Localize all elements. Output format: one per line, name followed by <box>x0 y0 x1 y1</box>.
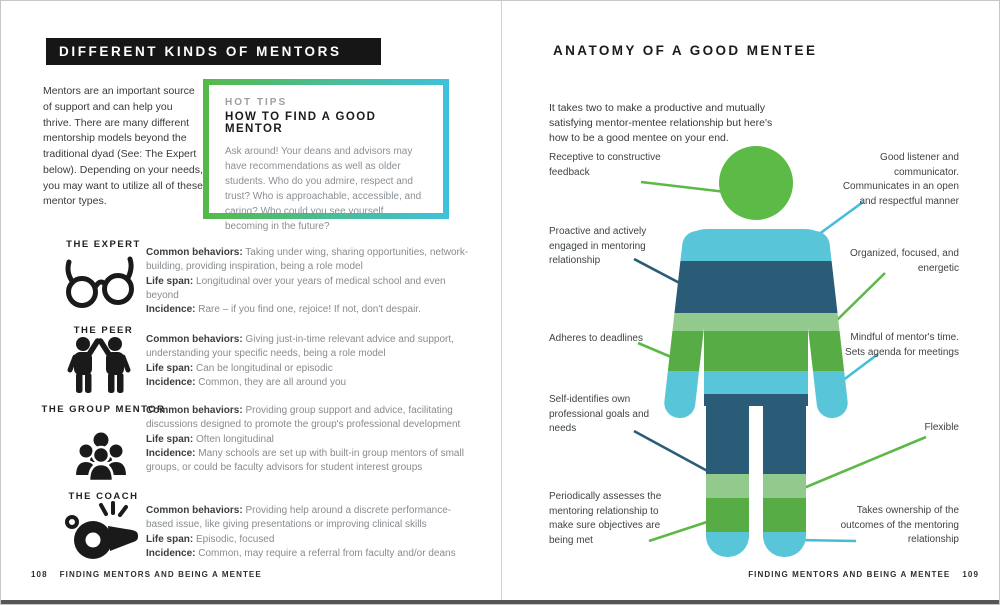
lifespan-value: Often longitudinal <box>196 433 274 445</box>
lifespan-label: Life span: <box>146 362 194 374</box>
book-bottom-edge <box>1 600 999 604</box>
left-page-intro: Mentors are an important source of support and can help you thrive. There are many different mentorship models beyond the traditional dyad (See: The Expert below). Depending on your needs, you may want to utilize all of these mentor types. <box>43 85 203 208</box>
section-heading-expert: THE EXPERT <box>66 239 141 250</box>
hot-tips-inner <box>209 85 443 232</box>
line-self-identifies <box>634 431 713 474</box>
lifespan-label: Life span: <box>146 533 194 545</box>
lifespan-line <box>146 533 476 547</box>
label-proactive: Proactive and actively engaged in mentoring relationship <box>549 226 647 266</box>
line-receptive <box>641 182 726 192</box>
behaviors-line <box>146 504 476 533</box>
section-text-expert <box>146 246 476 317</box>
page-number: 109 <box>962 570 979 579</box>
section-heading-peer: THE PEER <box>73 325 134 336</box>
high-five-icon <box>67 335 131 395</box>
section-heading-group-mentor: THE GROUP MENTOR <box>41 404 166 415</box>
incidence-line <box>146 447 476 476</box>
label-deadlines: Adheres to deadlines <box>549 333 643 344</box>
whistle-icon <box>59 501 139 563</box>
incidence-value: Rare – if you find one, rejoice! If not, don't despair. <box>198 304 421 316</box>
section-heading-coach: THE COACH <box>68 491 139 502</box>
label-periodically: Periodically assesses the mentoring relationship to make sure objectives are being met <box>549 491 662 546</box>
section-text-coach <box>146 504 476 561</box>
hot-tips-body: Ask around! Your deans and advisors may have recommendations as well as older students. Who do you admire, respect and trust? Who is approachable, accessible, and caring? Who could you see yourself becoming in the future? <box>225 146 422 232</box>
incidence-label: Incidence: <box>146 304 196 316</box>
label-self-identifies: Self-identifies own professional goals and needs <box>549 394 650 434</box>
label-good-listener: Good listener and communicator. Communicates in an open and respectful manner <box>842 152 959 207</box>
label-ownership: Takes ownership of the outcomes of the mentoring relationship <box>840 505 959 545</box>
behaviors-value: Providing group support and advice, facilitating discussions designed to promote the group's professional development <box>146 405 461 431</box>
line-flexible <box>799 437 926 490</box>
behaviors-line <box>146 246 476 275</box>
right-page-footer <box>748 570 979 579</box>
hot-tips-box <box>203 79 449 232</box>
label-mindful: Mindful of mentor's time. Sets agenda for meetings <box>845 332 959 358</box>
lifespan-label: Life span: <box>146 433 194 445</box>
behaviors-label: Common behaviors: <box>146 247 243 258</box>
behaviors-line <box>146 404 476 433</box>
lifespan-value: Episodic, focused <box>196 533 275 545</box>
label-flexible: Flexible <box>924 422 959 433</box>
behaviors-label: Common behaviors: <box>146 505 243 516</box>
lifespan-line <box>146 433 476 447</box>
incidence-value: Many schools are set up with built-in group mentors of small groups, or could be faculty advisors for student interest groups <box>146 447 464 474</box>
footer-text: FINDING MENTORS AND BEING A MENTEE <box>59 570 262 579</box>
label-receptive: Receptive to constructive feedback <box>549 152 661 178</box>
incidence-label: Incidence: <box>146 376 196 388</box>
label-organized: Organized, focused, and energetic <box>850 248 959 274</box>
glasses-icon <box>61 252 141 312</box>
behaviors-label: Common behaviors: <box>146 405 243 416</box>
incidence-value: Common, may require a referral from faculty and/or deans <box>198 547 456 559</box>
right-page-title: ANATOMY OF A GOOD MENTEE <box>553 43 818 58</box>
incidence-line <box>146 547 476 561</box>
hot-tips-title: HOW TO FIND A GOOD MENTOR <box>225 111 377 135</box>
group-icon <box>73 431 129 483</box>
behaviors-value: Taking under wing, sharing opportunities, network- building, providing inspiration, being a role model <box>146 247 469 273</box>
incidence-value: Common, they are all around you <box>198 376 347 388</box>
behaviors-value: Giving just-in-time relevant advice and support, understanding your specific needs, being a role model <box>146 334 454 360</box>
incidence-line <box>146 376 476 390</box>
behaviors-label: Common behaviors: <box>146 334 243 345</box>
page-number: 108 <box>31 570 48 579</box>
right-page-intro: It takes two to make a productive and mutually satisfying mentor-mentee relationship but here's how to be a good mentee on your end. <box>549 102 773 145</box>
left-page-title: DIFFERENT KINDS OF MENTORS <box>46 38 381 65</box>
lifespan-label: Life span: <box>146 275 194 287</box>
left-page-footer <box>31 570 262 579</box>
line-organized <box>834 273 885 323</box>
incidence-line <box>146 303 476 317</box>
incidence-label: Incidence: <box>146 547 196 559</box>
behaviors-line <box>146 333 476 362</box>
incidence-label: Incidence: <box>146 447 196 459</box>
page-gutter-divider <box>501 1 502 600</box>
behaviors-value: Providing help around a discrete performance-based issue, like giving presentations or improving clinical skills <box>146 505 452 531</box>
lifespan-value: Can be longitudinal or episodic <box>196 362 333 374</box>
lifespan-line <box>146 275 476 304</box>
lifespan-value: Longitudinal over your years of medical school and even beyond <box>146 275 446 301</box>
section-text-peer <box>146 333 476 390</box>
footer-text: FINDING MENTORS AND BEING A MENTEE <box>748 570 951 579</box>
hot-tips-kicker: HOT TIPS <box>225 97 288 108</box>
section-text-group-mentor <box>146 404 476 475</box>
lifespan-line <box>146 362 476 376</box>
